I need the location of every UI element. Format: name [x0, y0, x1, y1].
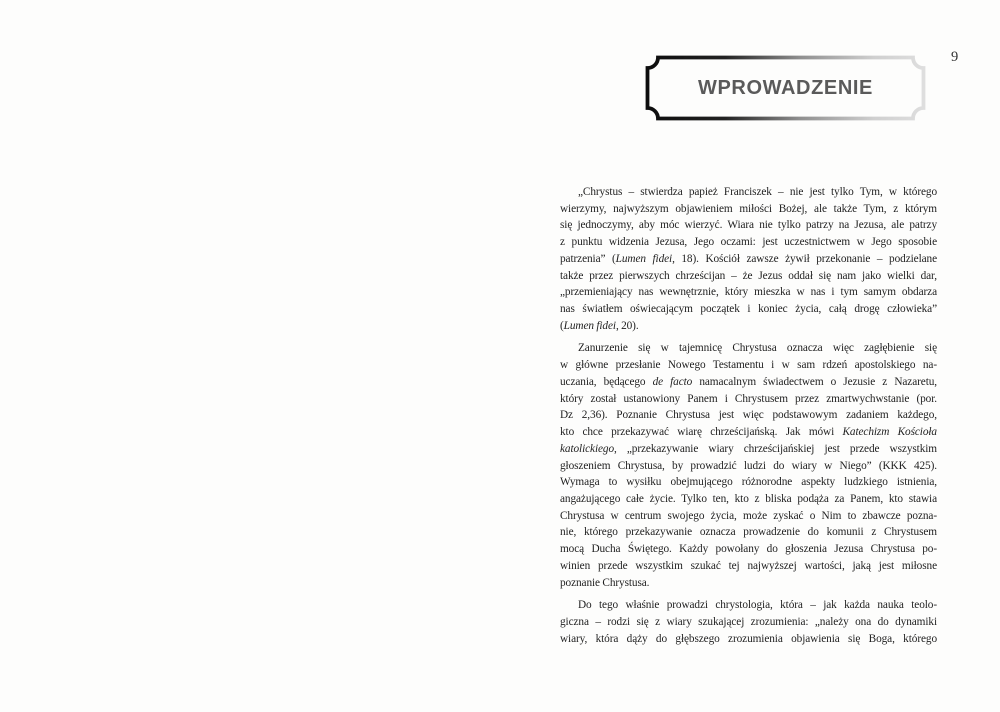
text-line [560, 508, 937, 525]
text-line [560, 184, 937, 201]
text-segment: Dz 2,36). Poznanie Chrystusa jest więc podstawowym zadaniem każdego, [560, 409, 937, 422]
text-line [560, 340, 937, 357]
text-segment: w główne przesłanie Nowego Testamentu i w sam rdzeń apostolskiego na- [560, 359, 937, 372]
text-line [560, 268, 937, 285]
text-segment: Zanurzenie się w tajemnicę Chrystusa oznacza więc zagłębienie się [578, 342, 937, 355]
text-segment: wierzymy, najwyższym objawieniem miłości Bożej, ale także Tym, z którym [560, 202, 937, 215]
paragraph [560, 184, 937, 334]
text-segment: nas światłem oświecającym początek i koniec życia, całą drogę człowieka” [560, 303, 937, 316]
chapter-title: WPROWADZENIE [698, 76, 873, 99]
text-segment: z punktu widzenia Jezusa, Jego oczami: jest uczestnictwem w Jego sposobie [560, 236, 937, 249]
text-line [560, 284, 937, 301]
text-line [560, 374, 937, 391]
text-segment: kto chce przekazywać wiarę chrześcijańską. Jak mówi [560, 426, 843, 439]
text-line [560, 391, 937, 408]
text-line [560, 301, 937, 318]
text-segment: , „przekazywanie wiary chrześcijańskiej jest przede wszystkim [614, 442, 937, 455]
chapter-title-box [645, 55, 926, 121]
text-line [560, 357, 937, 374]
text-segment: Wymaga to wysiłku obejmującego różnorodne aspekty ludzkiego istnienia, [560, 476, 937, 489]
text-segment: namacalnym świadectwem o Jezusie z Nazaretu, [692, 375, 938, 388]
text-line [560, 597, 937, 614]
text-line [560, 458, 937, 475]
text-segment: Chrystusa w centrum swojego życia, może zyskać o Nim to zbawcze pozna- [560, 509, 937, 522]
text-line [560, 575, 937, 592]
text-line [560, 631, 937, 648]
text-line [560, 541, 937, 558]
text-line [560, 424, 937, 441]
text-line [560, 491, 937, 508]
text-segment: także przez pierwszych chrześcijan – że Jezus oddał się nam jako wielki dar, [560, 269, 937, 282]
paragraph [560, 340, 937, 591]
text-segment: poznanie Chrystusa. [560, 576, 650, 589]
text-segment: „Chrystus – stwierdza papież Franciszek – nie jest tylko Tym, w którego [578, 186, 937, 198]
text-line [560, 234, 937, 251]
italic-text-segment: Lumen fidei [615, 252, 673, 265]
page-number: 9 [951, 49, 959, 65]
text-segment: który został ustanowiony Panem i Chrystusem przez zmartwychwstanie (por. [560, 392, 937, 405]
text-segment: uczania, będącego [560, 375, 653, 388]
text-segment: nie, którego przekazywanie oznacza prowadzenie do komunii z Chrystusem [560, 526, 937, 539]
text-segment: , 18). Kościół zawsze żywił przekonanie – podzielane [672, 252, 937, 265]
text-line [560, 407, 937, 424]
italic-text-segment: Lumen fidei [563, 319, 616, 332]
text-segment: mocą Ducha Świętego. Każdy powołany do głoszenia Jezusa Chrystusa po- [560, 543, 937, 556]
text-line [560, 558, 937, 575]
text-segment: „przemieniający nas wewnętrznie, który mieszka w nas i tym samym obdarza [560, 286, 937, 299]
body-text [560, 184, 937, 647]
text-line [560, 524, 937, 541]
text-line [560, 441, 937, 458]
text-segment: angażującego całe życie. Tylko ten, kto z bliska podąża za Panem, kto stawia [560, 492, 937, 505]
text-segment: Do tego właśnie prowadzi chrystologia, która – jak każda nauka teolo- [578, 599, 937, 612]
text-line [560, 614, 937, 631]
text-segment: patrzenia” ( [560, 252, 616, 265]
text-segment: ( [560, 319, 564, 332]
text-segment: winien przede wszystkim szukać tej najwyższej wartości, jaką jest miłosne [560, 559, 937, 572]
text-line [560, 318, 937, 335]
text-line [560, 201, 937, 218]
text-segment: wiary, która dąży do głębszego zrozumienia objawienia się Boga, którego [560, 632, 937, 645]
italic-text-segment: de facto [652, 375, 693, 388]
text-line [560, 251, 937, 268]
text-line [560, 474, 937, 491]
text-segment: giczna – rodzi się z wiary szukającej zrozumienia: „należy ona do dynamiki [560, 615, 937, 628]
italic-text-segment: Katechizm Kościoła [842, 426, 937, 439]
paragraph [560, 597, 937, 647]
text-line [560, 217, 937, 234]
text-segment: się jednoczymy, aby móc wierzyć. Wiara nie tylko patrzy na Jezusa, ale patrzy [560, 219, 937, 232]
italic-text-segment: katolickiego [560, 442, 615, 455]
text-segment: , 20). [615, 319, 639, 332]
text-segment: głoszeniem Chrystusa, by prowadzić ludzi do wiary w Niego” (KKK 425). [560, 459, 937, 472]
